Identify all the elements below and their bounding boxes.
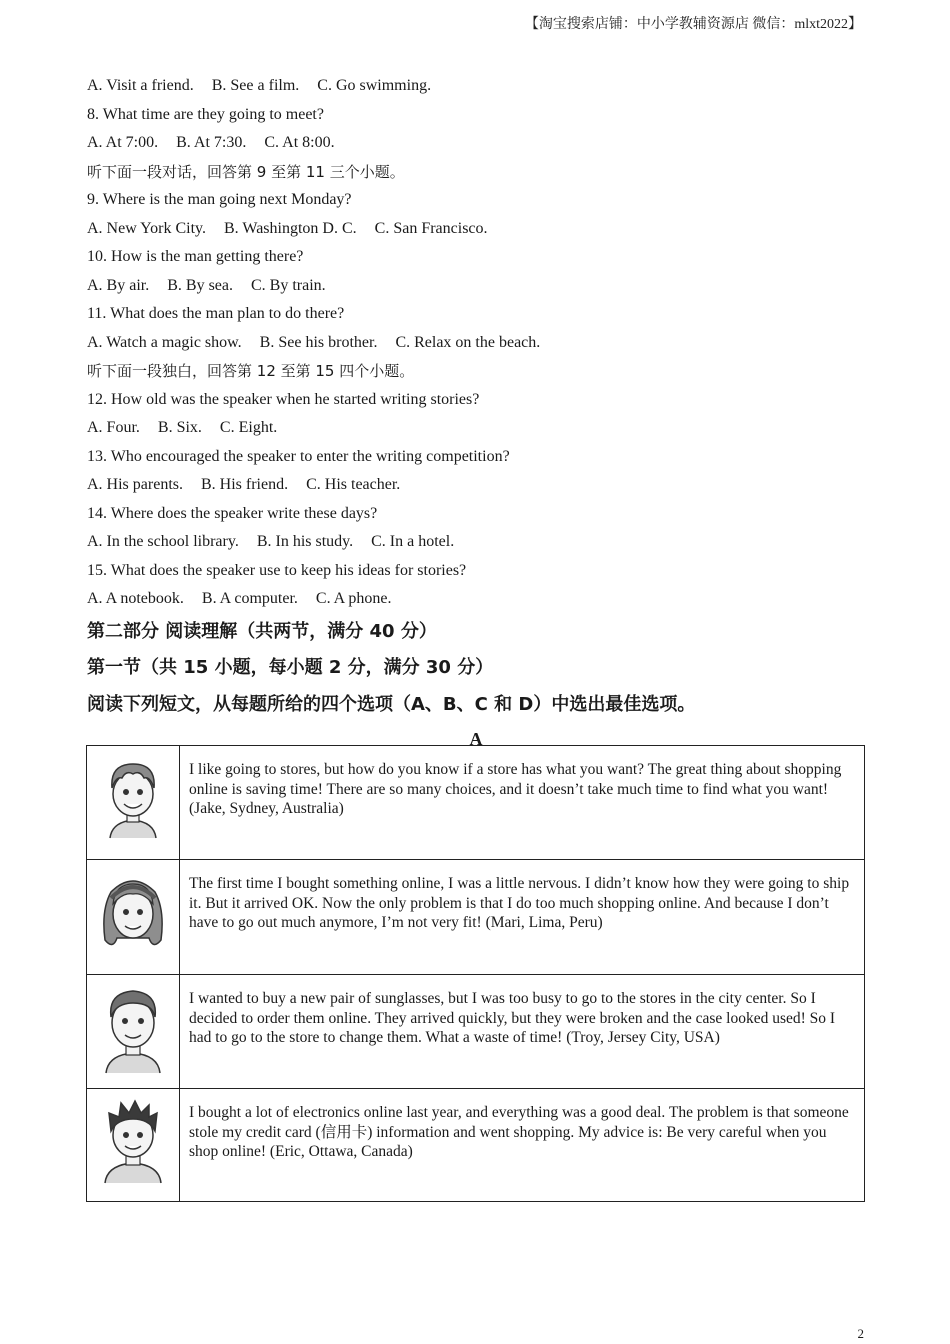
answer-options — [87, 414, 867, 443]
question-text: 8. What time are they going to meet? — [87, 105, 324, 123]
question-text: 9. Where is the man going next Monday? — [87, 191, 352, 208]
answer-option: A. Visit a friend. — [87, 77, 194, 94]
answer-option: A. At 7:00. — [87, 134, 159, 151]
answer-option: C. His teacher. — [306, 476, 401, 493]
post-text: I like going to stores, but how do you know if a store has what you want? The great thing about shopping online is saving time! There are so many choices, and it doesn’t take much time to find what you want! (Jake, Sydney, Australia) — [180, 746, 865, 860]
section-heading: 第一节（共 15 小题，每小题 2 分，满分 30 分） — [87, 657, 494, 678]
section-heading: 第二部分 阅读理解（共两节，满分 40 分） — [87, 620, 437, 642]
post-text: The first time I bought something online, I was a little nervous. I didn’t know how they were going to ship it. But it arrived OK. Now the only problem is that I do too much shopping online. And because I don’t have to go out much anymore, I’m not very fit! (Mari, Lima, Peru) — [180, 860, 865, 975]
answer-options — [87, 471, 867, 500]
avatar-cell — [87, 1089, 180, 1202]
answer-option: C. A phone. — [315, 590, 392, 607]
answer-option: C. Relax on the beach. — [395, 333, 541, 351]
answer-options — [87, 528, 867, 557]
answer-option: B. His friend. — [200, 476, 289, 493]
answer-option: C. At 8:00. — [264, 134, 335, 151]
answer-option: A. A notebook. — [87, 590, 184, 607]
answer-option: B. By sea. — [167, 276, 233, 294]
answer-option: C. Eight. — [219, 419, 278, 436]
answer-option: C. By train. — [251, 276, 326, 294]
answer-option: A. In the school library. — [87, 533, 239, 550]
answer-option: B. See his brother. — [259, 333, 378, 351]
instruction-text: 听下面一段对话，回答第 9 至第 11 三个小题。 — [87, 162, 405, 181]
avatar-cell — [87, 746, 180, 860]
instruction-text: 听下面一段独白，回答第 12 至第 15 四个小题。 — [87, 362, 415, 380]
answer-option: C. San Francisco. — [374, 219, 488, 237]
answer-options — [87, 585, 867, 614]
answer-options — [87, 215, 867, 244]
table-row — [87, 860, 865, 975]
listening-questions — [87, 72, 867, 755]
boy-spiky-hair-icon — [99, 1099, 167, 1185]
page-header: 【淘宝搜索店铺：中小学教辅资源店 微信：mlxt2022】 — [524, 17, 862, 32]
answer-options — [87, 329, 867, 358]
table-row — [87, 975, 865, 1089]
answer-option: C. Go swimming. — [317, 77, 432, 94]
answer-option: B. See a film. — [211, 77, 300, 94]
question-text: 15. What does the speaker use to keep his ideas for stories? — [87, 561, 467, 579]
answer-option: B. Washington D. C. — [223, 219, 357, 237]
answer-option: B. Six. — [157, 419, 202, 436]
avatar-cell — [87, 860, 180, 975]
answer-option: B. In his study. — [256, 533, 354, 550]
girl-headband-icon — [97, 870, 169, 962]
answer-option: C. In a hotel. — [371, 533, 455, 550]
question-text: 13. Who encouraged the speaker to enter the writing competition? — [87, 447, 510, 465]
post-text: I wanted to buy a new pair of sunglasses, but I was too busy to go to the stores in the city center. So I decided to order them online. They arrived quickly, but they were broken and the case looked used! So I had to go to the store to change them. What a waste of time! (Troy, Jersey City, USA) — [180, 975, 865, 1089]
question-text: 12. How old was the speaker when he started writing stories? — [87, 390, 480, 408]
avatar-cell — [87, 975, 180, 1089]
answer-option: A. His parents. — [87, 476, 183, 493]
boy-short-hair-icon — [100, 985, 166, 1075]
question-text: 10. How is the man getting there? — [87, 248, 304, 265]
answer-options — [87, 72, 867, 101]
question-text: 11. What does the man plan to do there? — [87, 305, 345, 322]
answer-option: A. Watch a magic show. — [87, 333, 242, 351]
page-number: 2 — [857, 1326, 864, 1341]
post-text: I bought a lot of electronics online last year, and everything was a good deal. The problem is that someone stole my credit card (信用卡) information and went shopping. My advice is: Be very careful when you shop online! (Eric, Ottawa, Canada) — [180, 1089, 865, 1202]
question-text: 14. Where does the speaker write these days? — [87, 504, 378, 522]
section-heading: 阅读下列短文，从每题所给的四个选项（A、B、C 和 D）中选出最佳选项。 — [87, 693, 696, 715]
answer-option: B. A computer. — [201, 590, 298, 607]
table-row — [87, 1089, 865, 1202]
answer-options — [87, 129, 867, 158]
answer-options — [87, 272, 867, 301]
passage-label: A — [469, 729, 483, 749]
answer-option: B. At 7:30. — [176, 134, 247, 151]
table-row — [87, 746, 865, 860]
answer-option: A. By air. — [87, 276, 150, 294]
boy-curly-icon — [100, 756, 166, 840]
answer-option: A. New York City. — [87, 219, 206, 237]
reading-table — [86, 745, 865, 1202]
answer-option: A. Four. — [87, 419, 140, 436]
